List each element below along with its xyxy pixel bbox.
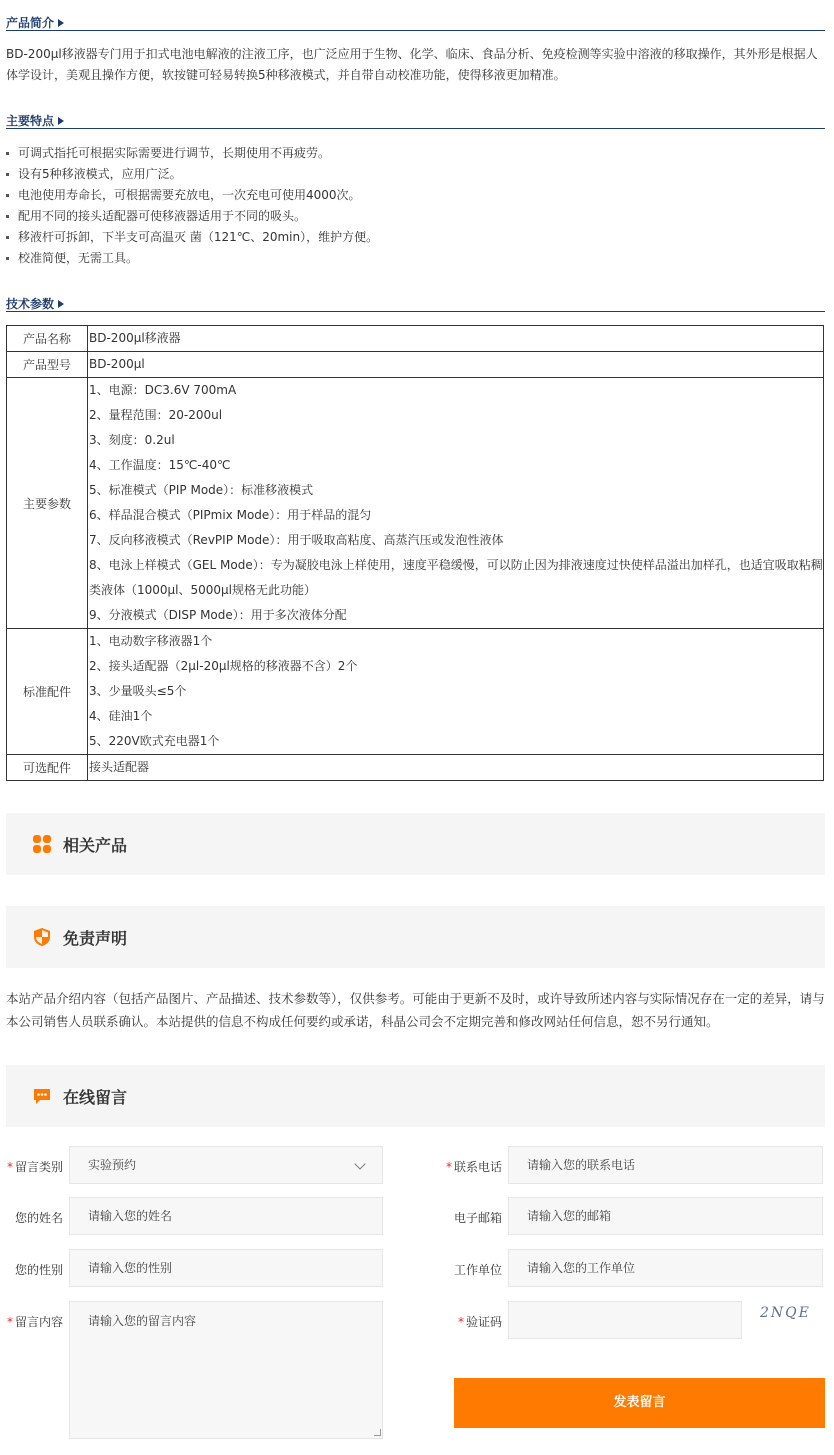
- section-header-features: [6, 107, 825, 129]
- triangle-right-icon: [58, 117, 64, 125]
- spec-key: 可选配件: [7, 755, 88, 781]
- phone-field[interactable]: 请输入您的联系电话: [508, 1146, 823, 1184]
- phone-label: * 联系电话: [445, 1160, 502, 1174]
- related-products-title: 相关产品: [63, 836, 128, 855]
- disclaimer-text: 本站产品介绍内容（包括产品图片、产品描述、技术参数等），仅供参考。可能由于更新不及时，或许导致所述内容与实际情况存在一定的差异，请与本公司销售人员联系确认。本站提供的信息不构成任何要约或承诺，科晶公司会不定期完善和修改网站任何信息，恕不另行通知。: [6, 991, 825, 1029]
- captcha-image[interactable]: 2NQE: [760, 1305, 811, 1321]
- company-field[interactable]: 请输入您的工作单位: [508, 1249, 823, 1287]
- spec-value-list: [88, 378, 824, 629]
- feature-list: [6, 143, 826, 269]
- spec-key: 标准配件: [7, 629, 88, 755]
- disclaimer-header: [6, 906, 825, 968]
- spec-line: 9、分液模式（DISP Mode）：用于多次液体分配: [89, 608, 347, 622]
- email-label: 电子邮箱: [453, 1211, 502, 1225]
- spec-line: 3、刻度：0.2ul: [89, 433, 175, 447]
- table-row: [7, 629, 824, 755]
- spec-line: 5、220V欧式充电器1个: [89, 734, 220, 748]
- content-textarea[interactable]: 请输入您的留言内容: [69, 1301, 383, 1439]
- feature-item: 配用不同的接头适配器可使移液器适用于不同的吸头。: [6, 206, 826, 227]
- spec-value-list: [88, 629, 824, 755]
- message-header: [6, 1065, 825, 1127]
- table-row: [7, 755, 824, 781]
- section-header-intro: [6, 9, 825, 31]
- intro-text: BD-200µl移液器专门用于扣式电池电解液的注液工序，也广泛应用于生物、化学、临床、食品分析、免疫检测等实验中溶液的移取操作，其外形是根据人体学设计，美观且操作方便，软按键可轻易转换5种移液模式，并自带自动校准功能，使得移液更加精准。: [6, 47, 818, 82]
- spec-value: BD-200µl移液器: [88, 326, 824, 352]
- feature-item: 校准简便，无需工具。: [6, 248, 826, 269]
- spec-value: BD-200µl: [88, 352, 824, 378]
- feature-item: 设有5种移液模式，应用广泛。: [6, 164, 826, 185]
- captcha-label: * 验证码: [457, 1315, 502, 1329]
- feature-item: 可调式指托可根据实际需要进行调节，长期使用不再疲劳。: [6, 143, 826, 164]
- spec-key: 主要参数: [7, 378, 88, 629]
- spec-line: 5、标准模式（PIP Mode）：标准移液模式: [89, 483, 314, 497]
- spec-line: 3、少量吸头≤5个: [89, 684, 187, 698]
- spec-line: 1、电源：DC3.6V 700mA: [89, 383, 237, 397]
- company-label: 工作单位: [453, 1263, 502, 1277]
- triangle-right-icon: [58, 300, 64, 308]
- spec-key: 产品名称: [7, 326, 88, 352]
- message-title: 在线留言: [63, 1088, 128, 1107]
- gender-field[interactable]: 请输入您的性别: [69, 1249, 383, 1287]
- feature-item: 电池使用寿命长，可根据需要充放电，一次充电可使用4000次。: [6, 185, 826, 206]
- spec-line: 7、反向移液模式（RevPIP Mode）：用于吸取高粘度、高蒸汽压或发泡性液体: [89, 533, 504, 547]
- disclaimer-title: 免责声明: [63, 929, 128, 948]
- spec-value: 接头适配器: [88, 755, 824, 781]
- spec-line: 8、电泳上样模式（GEL Mode）：专为凝胶电泳上样使用，速度平稳缓慢，可以防止因为排液速度过快使样品溢出加样孔，也适宜吸取粘稠类液体（1000µl、5000µl规格无此功能）: [89, 558, 823, 597]
- spec-line: 6、样品混合模式（PIPmix Mode）：用于样品的混匀: [89, 508, 372, 522]
- content-label: * 留言内容: [6, 1315, 63, 1329]
- email-field[interactable]: 请输入您的邮箱: [508, 1197, 823, 1235]
- table-row: [7, 326, 824, 352]
- captcha-field[interactable]: [508, 1301, 742, 1339]
- section-title-params: 技术参数: [6, 295, 64, 312]
- submit-button[interactable]: 发表留言: [454, 1378, 825, 1428]
- table-row: [7, 378, 824, 629]
- section-header-params: [6, 290, 825, 312]
- feature-item: 移液杆可拆卸，下半支可高温灭 菌（121℃、20min），维护方便。: [6, 227, 826, 248]
- chevron-down-icon: [354, 1158, 365, 1169]
- spec-line: 4、硅油1个: [89, 709, 153, 723]
- spec-line: 1、电动数字移液器1个: [89, 634, 213, 648]
- category-select-value: 实验预约: [88, 1158, 137, 1172]
- chat-bubble-icon: [32, 1086, 52, 1106]
- gender-label: 您的性别: [14, 1263, 63, 1277]
- table-row: [7, 352, 824, 378]
- triangle-right-icon: [58, 19, 64, 27]
- spec-key: 产品型号: [7, 352, 88, 378]
- grid-flower-icon: [32, 834, 52, 854]
- spec-line: 2、接头适配器（2µl-20µl规格的移液器不含）2个: [89, 659, 358, 673]
- spec-line: 2、量程范围：20-200ul: [89, 408, 223, 422]
- related-products-header: [6, 813, 825, 875]
- category-select[interactable]: [69, 1146, 383, 1184]
- resize-handle-icon[interactable]: [374, 1429, 381, 1436]
- category-label: * 留言类别: [6, 1160, 63, 1174]
- name-field[interactable]: 请输入您的姓名: [69, 1197, 383, 1235]
- spec-line: 4、工作温度：15℃-40℃: [89, 458, 231, 472]
- section-title-intro: 产品简介: [6, 14, 64, 31]
- spec-table: [6, 325, 824, 781]
- section-title-features: 主要特点: [6, 112, 64, 129]
- shield-icon: [32, 927, 52, 947]
- name-label: 您的姓名: [14, 1211, 63, 1225]
